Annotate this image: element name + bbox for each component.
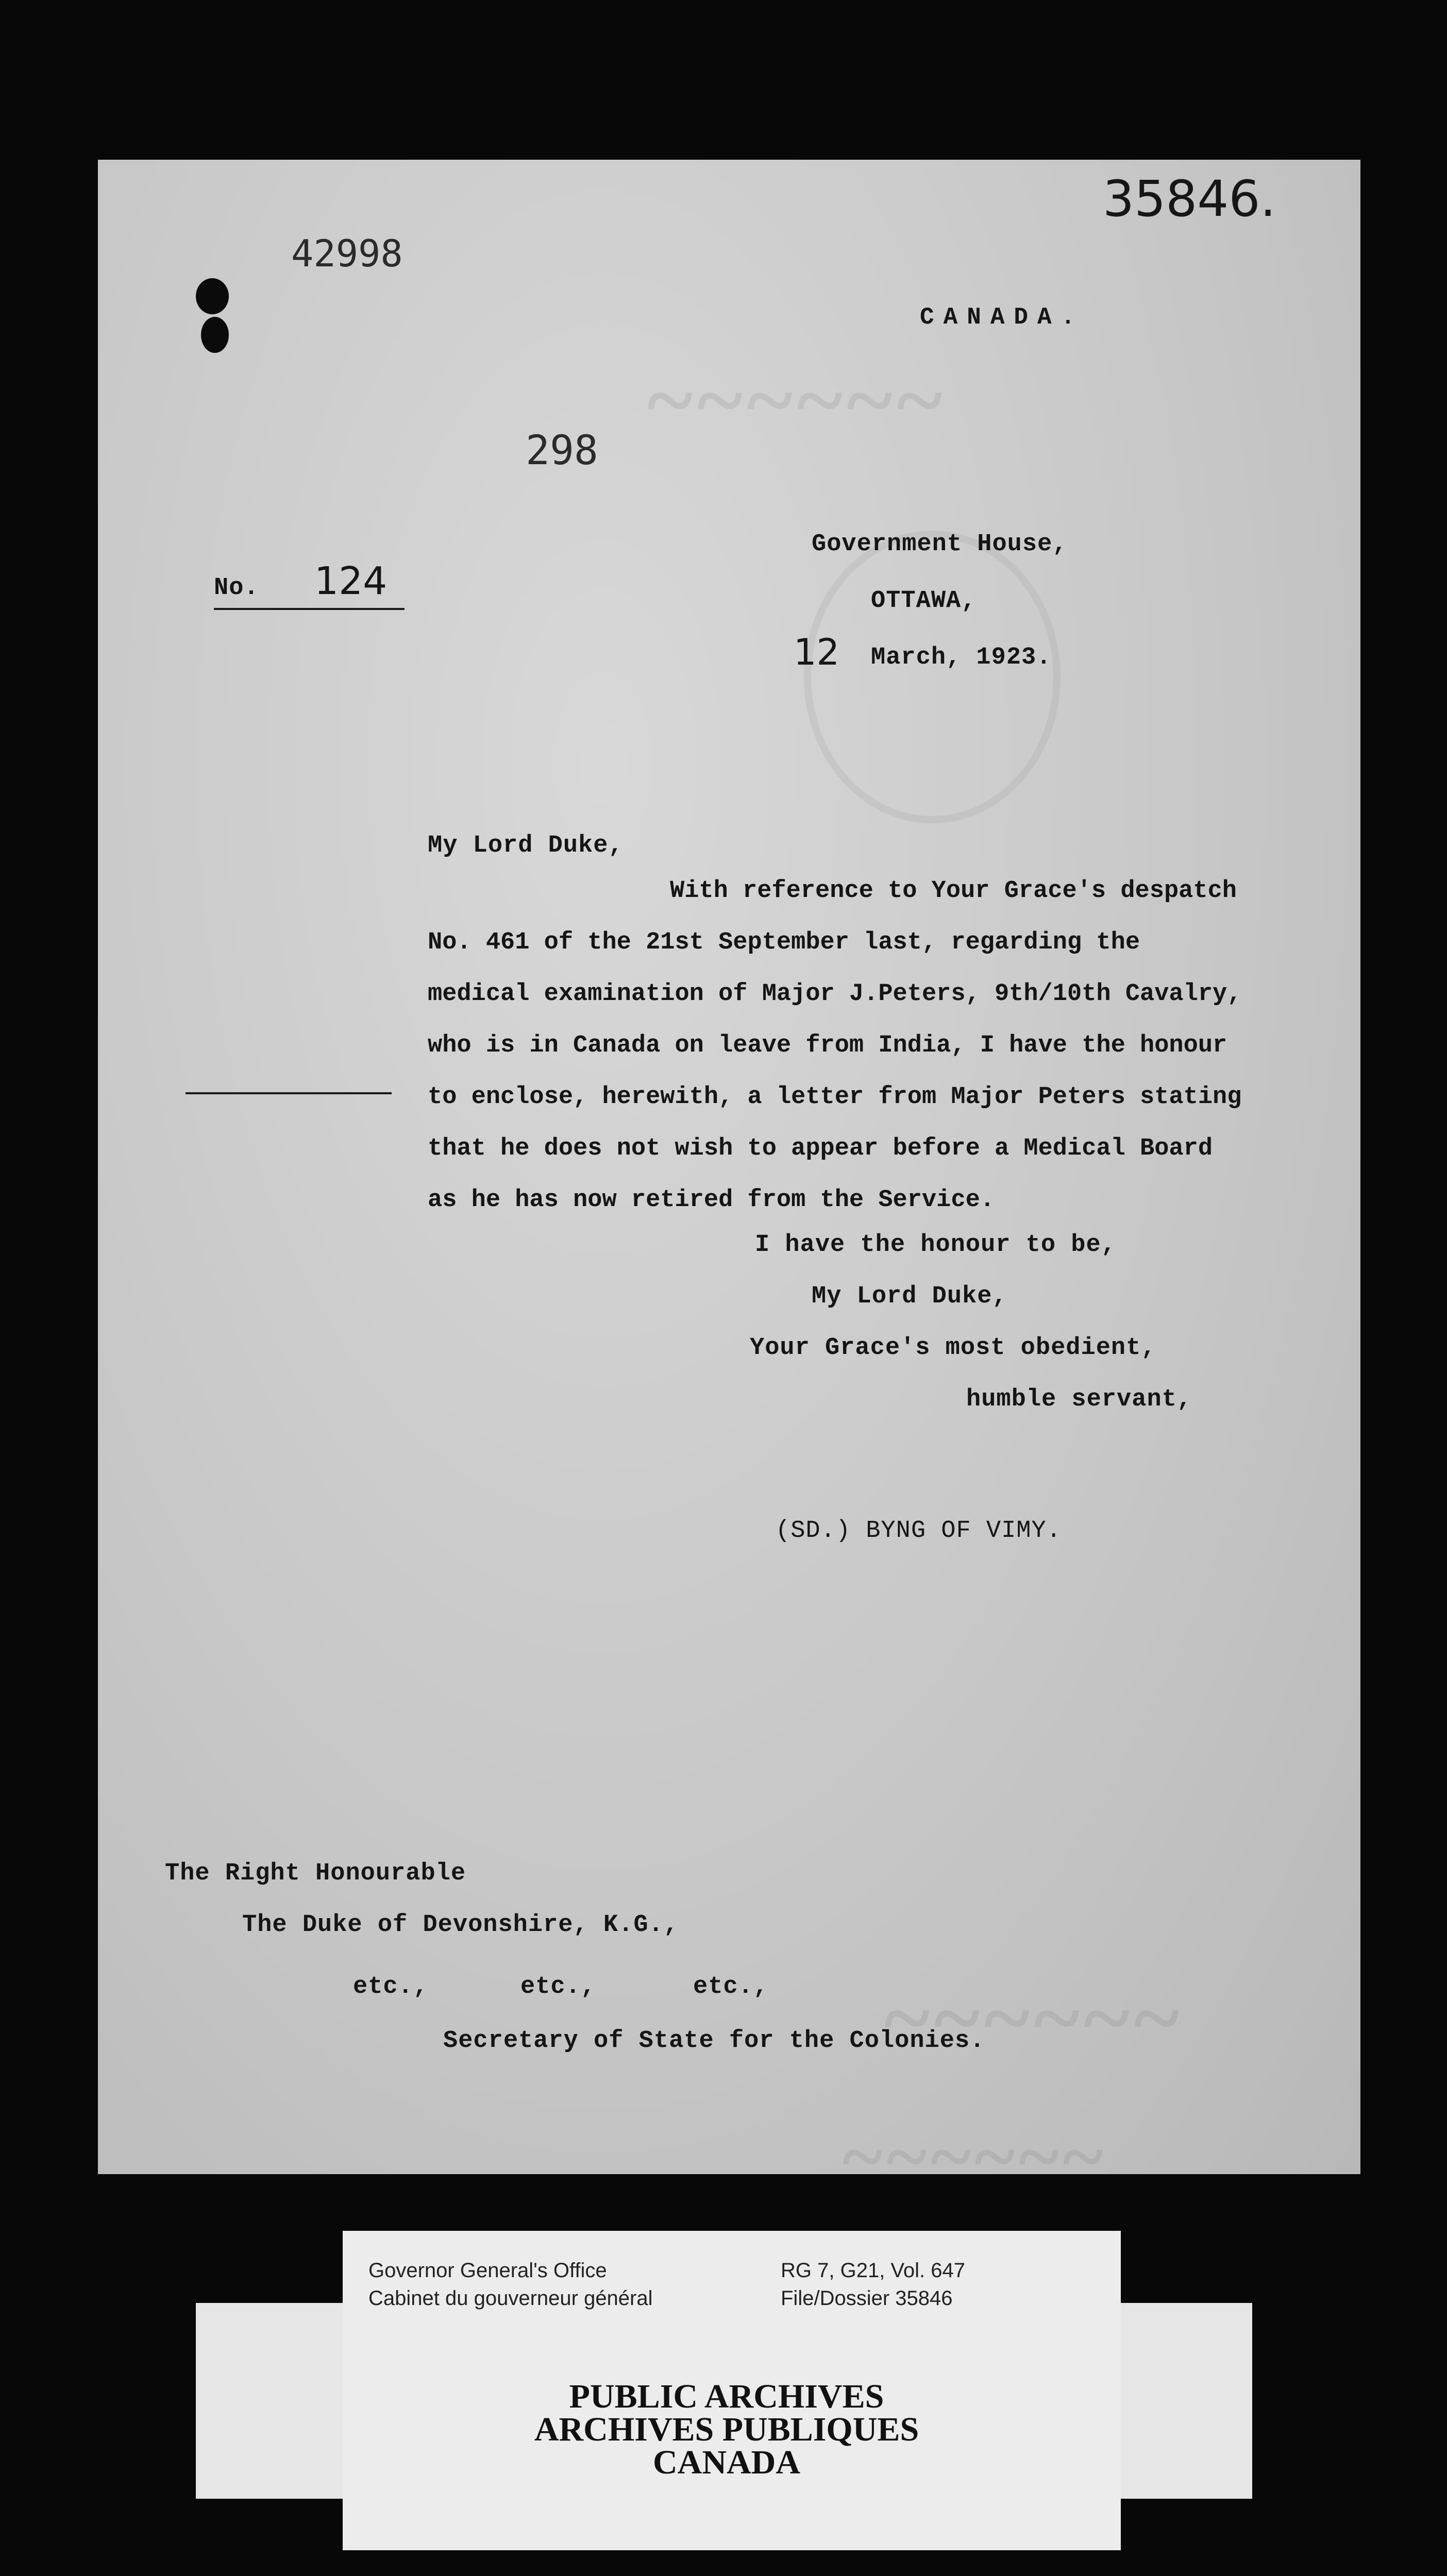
archive-line-2: ARCHIVES PUBLIQUES	[534, 2411, 919, 2448]
file-number-handwritten: 35846.	[1103, 170, 1276, 228]
bleed-through-script: ~~~~~~	[644, 352, 944, 449]
enclosure-margin-rule	[186, 1092, 392, 1094]
body-line: medical examination of Major J.Peters, 9th/10th Cavalry,	[428, 980, 1242, 1008]
binder-hole	[196, 278, 229, 314]
recipient-etc-2: etc.,	[520, 1973, 596, 2001]
bleed-through-script: ~~~~~~	[840, 2114, 1104, 2199]
body-line: No. 461 of the 21st September last, regarding the	[428, 929, 1140, 956]
body-line: With reference to Your Grace's despatch	[670, 877, 1237, 905]
office-english: Governor General's Office	[368, 2259, 607, 2282]
recipient-line-4: Secretary of State for the Colonies.	[443, 2027, 985, 2055]
body-line: as he has now retired from the Service.	[428, 1187, 995, 1214]
recipient-etc-3: etc.,	[693, 1973, 769, 2001]
closing-line-2: My Lord Duke,	[812, 1283, 1007, 1310]
office-french: Cabinet du gouverneur général	[368, 2287, 653, 2310]
archive-reference: RG 7, G21, Vol. 647	[781, 2259, 965, 2282]
body-line: who is in Canada on leave from India, I have the honour	[428, 1032, 1227, 1059]
body-line: that he does not wish to appear before a Medical Board	[428, 1135, 1213, 1162]
date-line: March, 1923.	[871, 644, 1052, 671]
closing-line-3: Your Grace's most obedient,	[750, 1334, 1156, 1362]
folio-number: 298	[526, 428, 598, 474]
archive-stamp	[490, 2380, 964, 2479]
archive-line-3: CANADA	[653, 2444, 800, 2481]
archive-file: File/Dossier 35846	[781, 2287, 953, 2310]
recipient-line-1: The Right Honourable	[165, 1860, 466, 1887]
binder-hole	[201, 317, 229, 353]
signature: (SD.) BYNG OF VIMY.	[776, 1517, 1062, 1545]
despatch-no-underline	[214, 608, 405, 610]
date-day-handwritten: 12	[794, 631, 840, 673]
closing-line-4: humble servant,	[966, 1386, 1192, 1413]
address-line-2: OTTAWA,	[871, 587, 977, 615]
bleed-through-script: ~~~~~~	[881, 1970, 1181, 2066]
address-line-1: Government House,	[812, 531, 1068, 558]
letter-body	[428, 866, 1330, 1226]
recipient-line-2: The Duke of Devonshire, K.G.,	[242, 1911, 679, 1939]
closing-line-1: I have the honour to be,	[755, 1231, 1116, 1259]
despatch-no-handwritten: 124	[314, 559, 388, 603]
country-heading: CANADA.	[920, 304, 1085, 331]
body-line: to enclose, herewith, a letter from Major Peters stating	[428, 1083, 1242, 1111]
register-number: 42998	[291, 232, 403, 275]
despatch-no-label: No.	[214, 574, 259, 602]
salutation: My Lord Duke,	[428, 832, 624, 859]
recipient-etc-1: etc.,	[353, 1973, 429, 2001]
archive-line-1: PUBLIC ARCHIVES	[569, 2378, 884, 2415]
faded-seal-stamp	[804, 531, 1061, 823]
